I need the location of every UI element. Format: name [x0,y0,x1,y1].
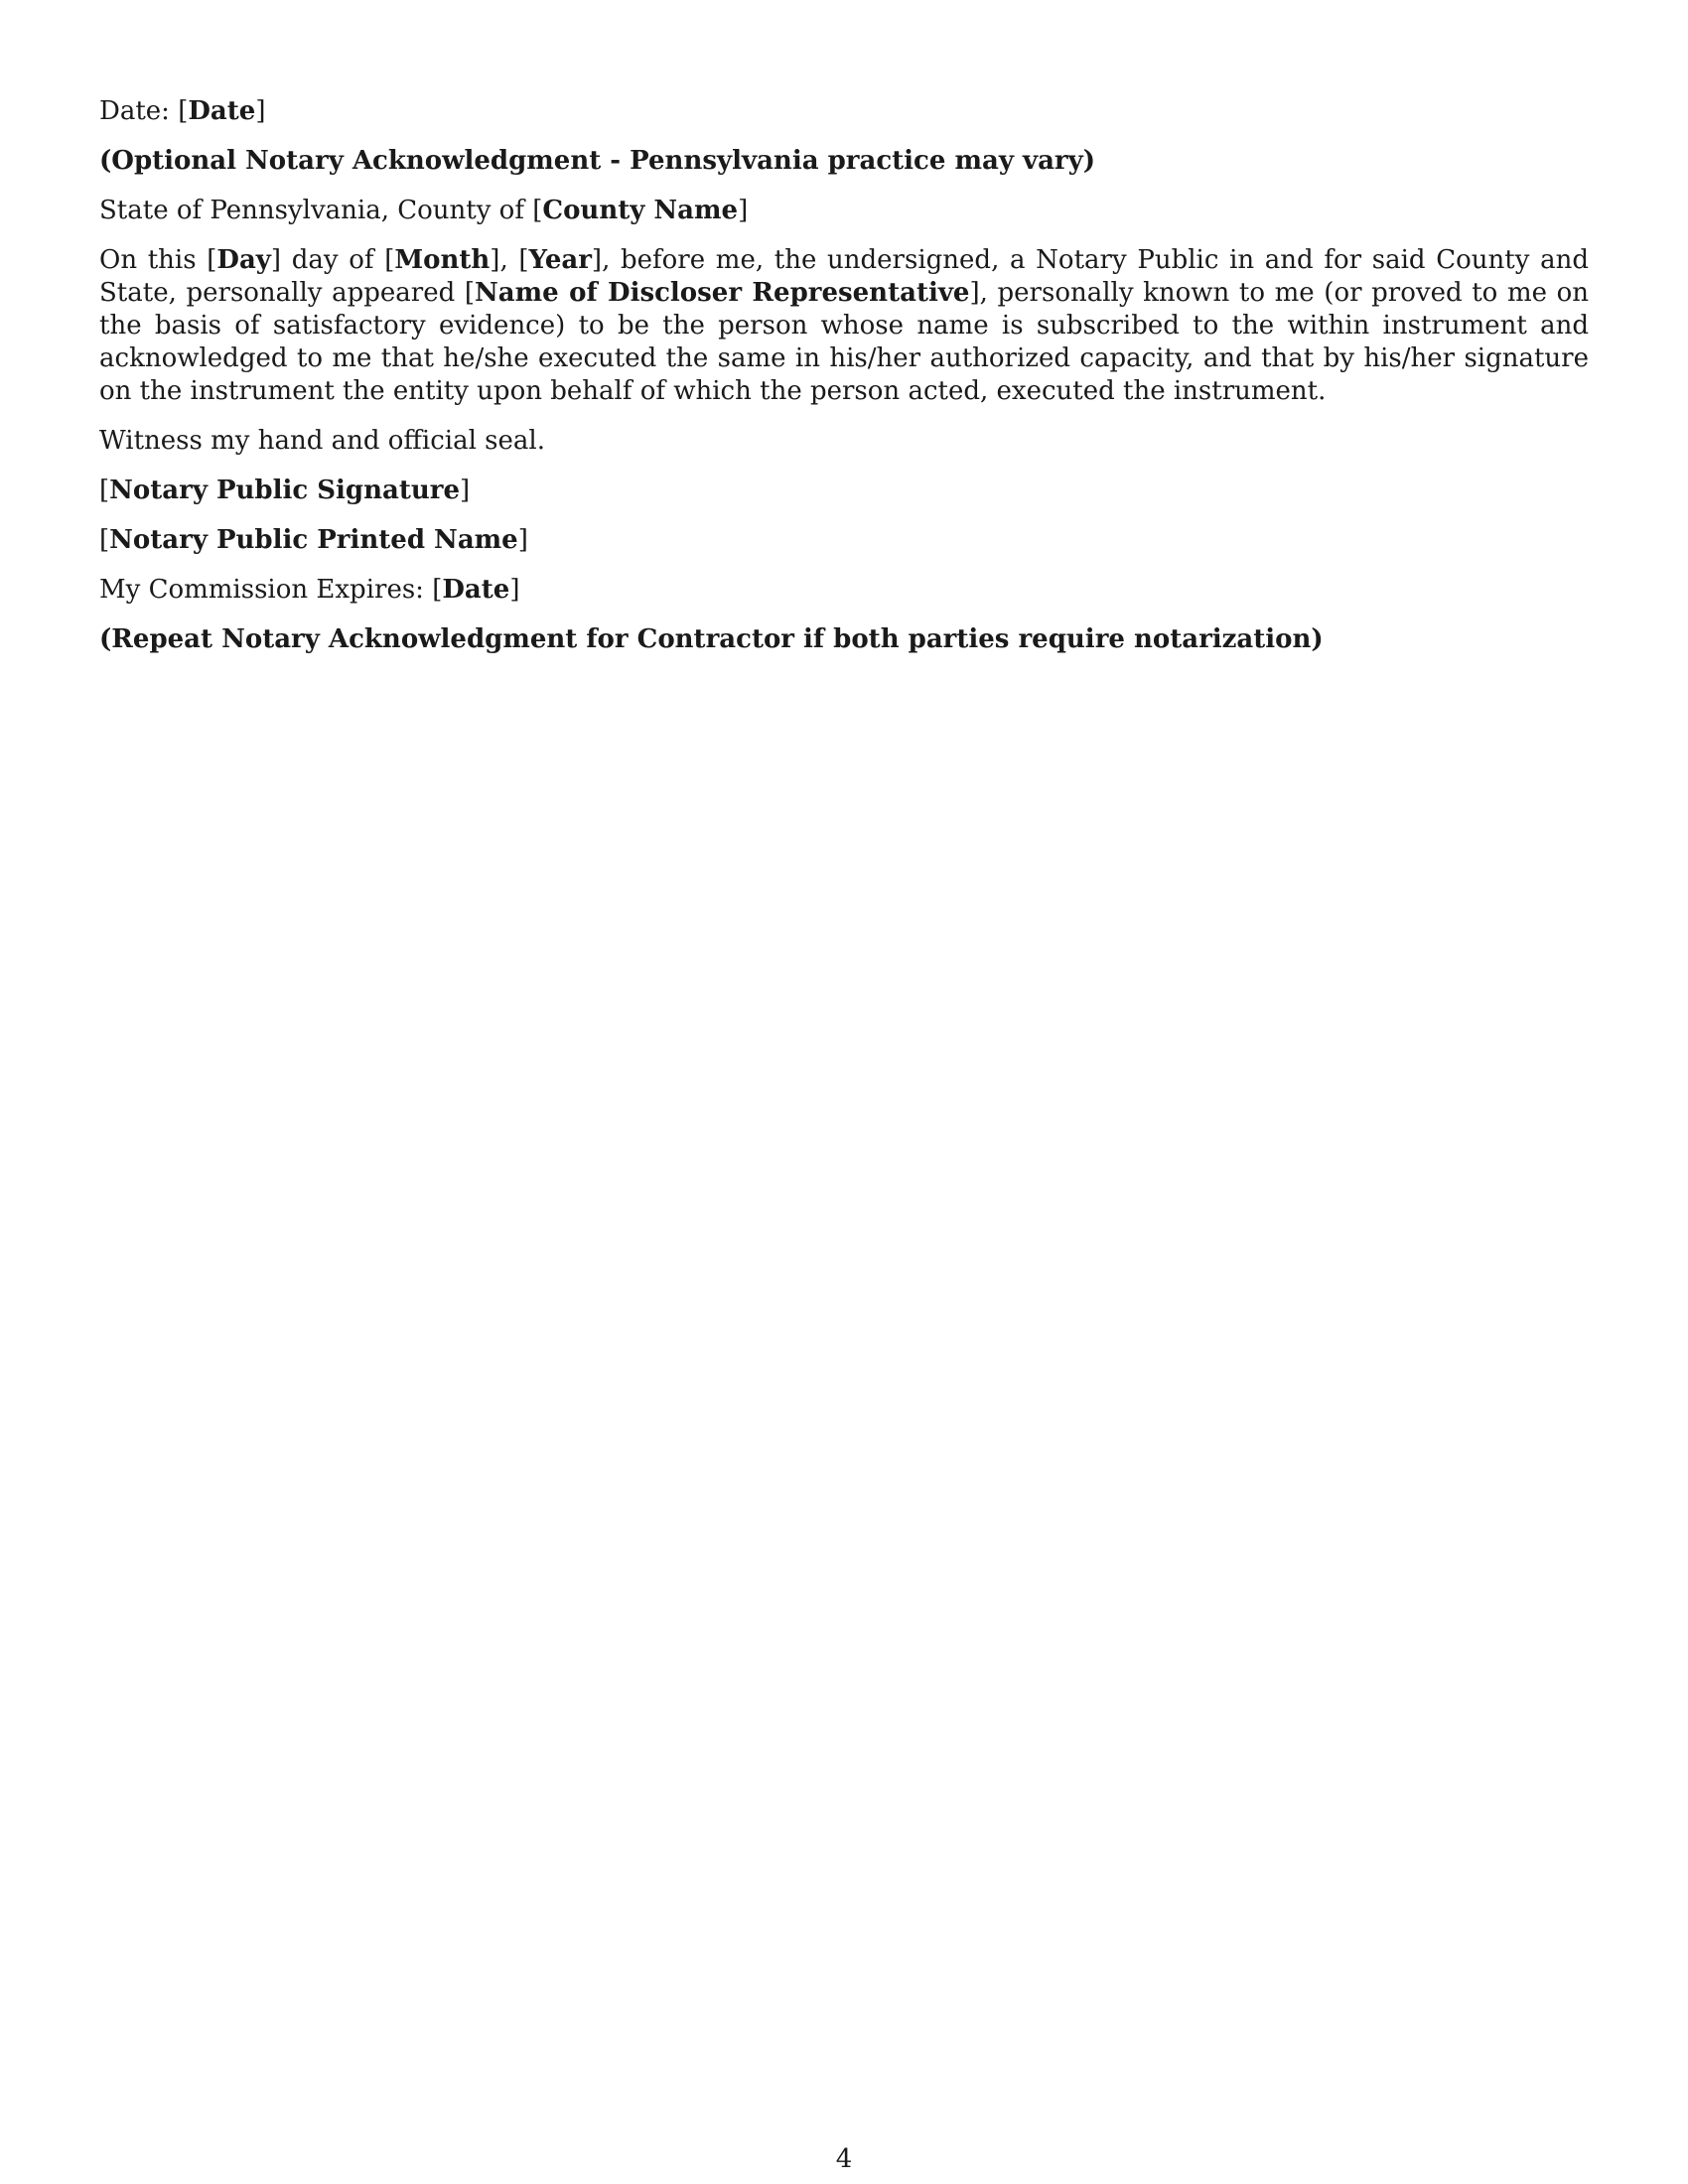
page-number: 4 [835,2144,853,2174]
notary-signature-line [99,475,1589,507]
commission-label: My Commission Expires: [99,575,433,605]
ack-text-2: ] day of [ [270,245,395,275]
document-page [99,95,1589,673]
commission-bracket-open: [ [432,575,443,605]
commission-bracket-close: ] [509,575,520,605]
ack-text-5: ], personally known to me (or proved to me on the basis of satisfactory evidence) to be the person whose name is subscribed to the within instrument and acknowledged to me that he/she executed the same in his/her authorized capacity, and that by his/her signature on the instrument the entity upon behalf of which the person acted, executed the instrument. [99,278,1589,406]
state-county-prefix: State of Pennsylvania, County of [99,196,533,225]
year-placeholder: Year [528,245,592,275]
notary-printed-name-line [99,524,1589,557]
date-bracket-open: [ [178,96,189,126]
date-line [99,95,1589,128]
ack-text-1: On this [ [99,245,217,275]
signature-bracket-open: [ [99,476,110,505]
date-bracket-close: ] [255,96,266,126]
printed-name-bracket-close: ] [517,525,528,555]
repeat-acknowledgment-heading: (Repeat Notary Acknowledgment for Contractor if both parties require notarization) [99,624,1324,654]
signature-bracket-close: ] [459,476,471,505]
acknowledgment-paragraph [99,244,1589,408]
ack-text-4: ], before me, the undersigned, a Notary Public in and for said County and State, personally appeared [ [99,245,1589,308]
commission-expires-line [99,574,1589,607]
county-bracket-open: [ [532,196,543,225]
commission-date-placeholder: Date [442,575,510,605]
notary-acknowledgment-heading: (Optional Notary Acknowledgment - Pennsylvania practice may vary) [99,146,1096,176]
county-bracket-close: ] [738,196,749,225]
witness-line: Witness my hand and official seal. [99,426,545,456]
date-placeholder: Date [188,96,256,126]
county-name-placeholder: County Name [542,196,739,225]
notary-printed-name-placeholder: Notary Public Printed Name [109,525,518,555]
state-county-line [99,195,1589,227]
date-label: Date: [99,96,179,126]
notary-signature-placeholder: Notary Public Signature [109,476,460,505]
ack-text-3: ], [ [490,245,529,275]
discloser-representative-placeholder: Name of Discloser Representative [475,278,970,308]
day-placeholder: Day [216,245,271,275]
month-placeholder: Month [394,245,491,275]
printed-name-bracket-open: [ [99,525,110,555]
